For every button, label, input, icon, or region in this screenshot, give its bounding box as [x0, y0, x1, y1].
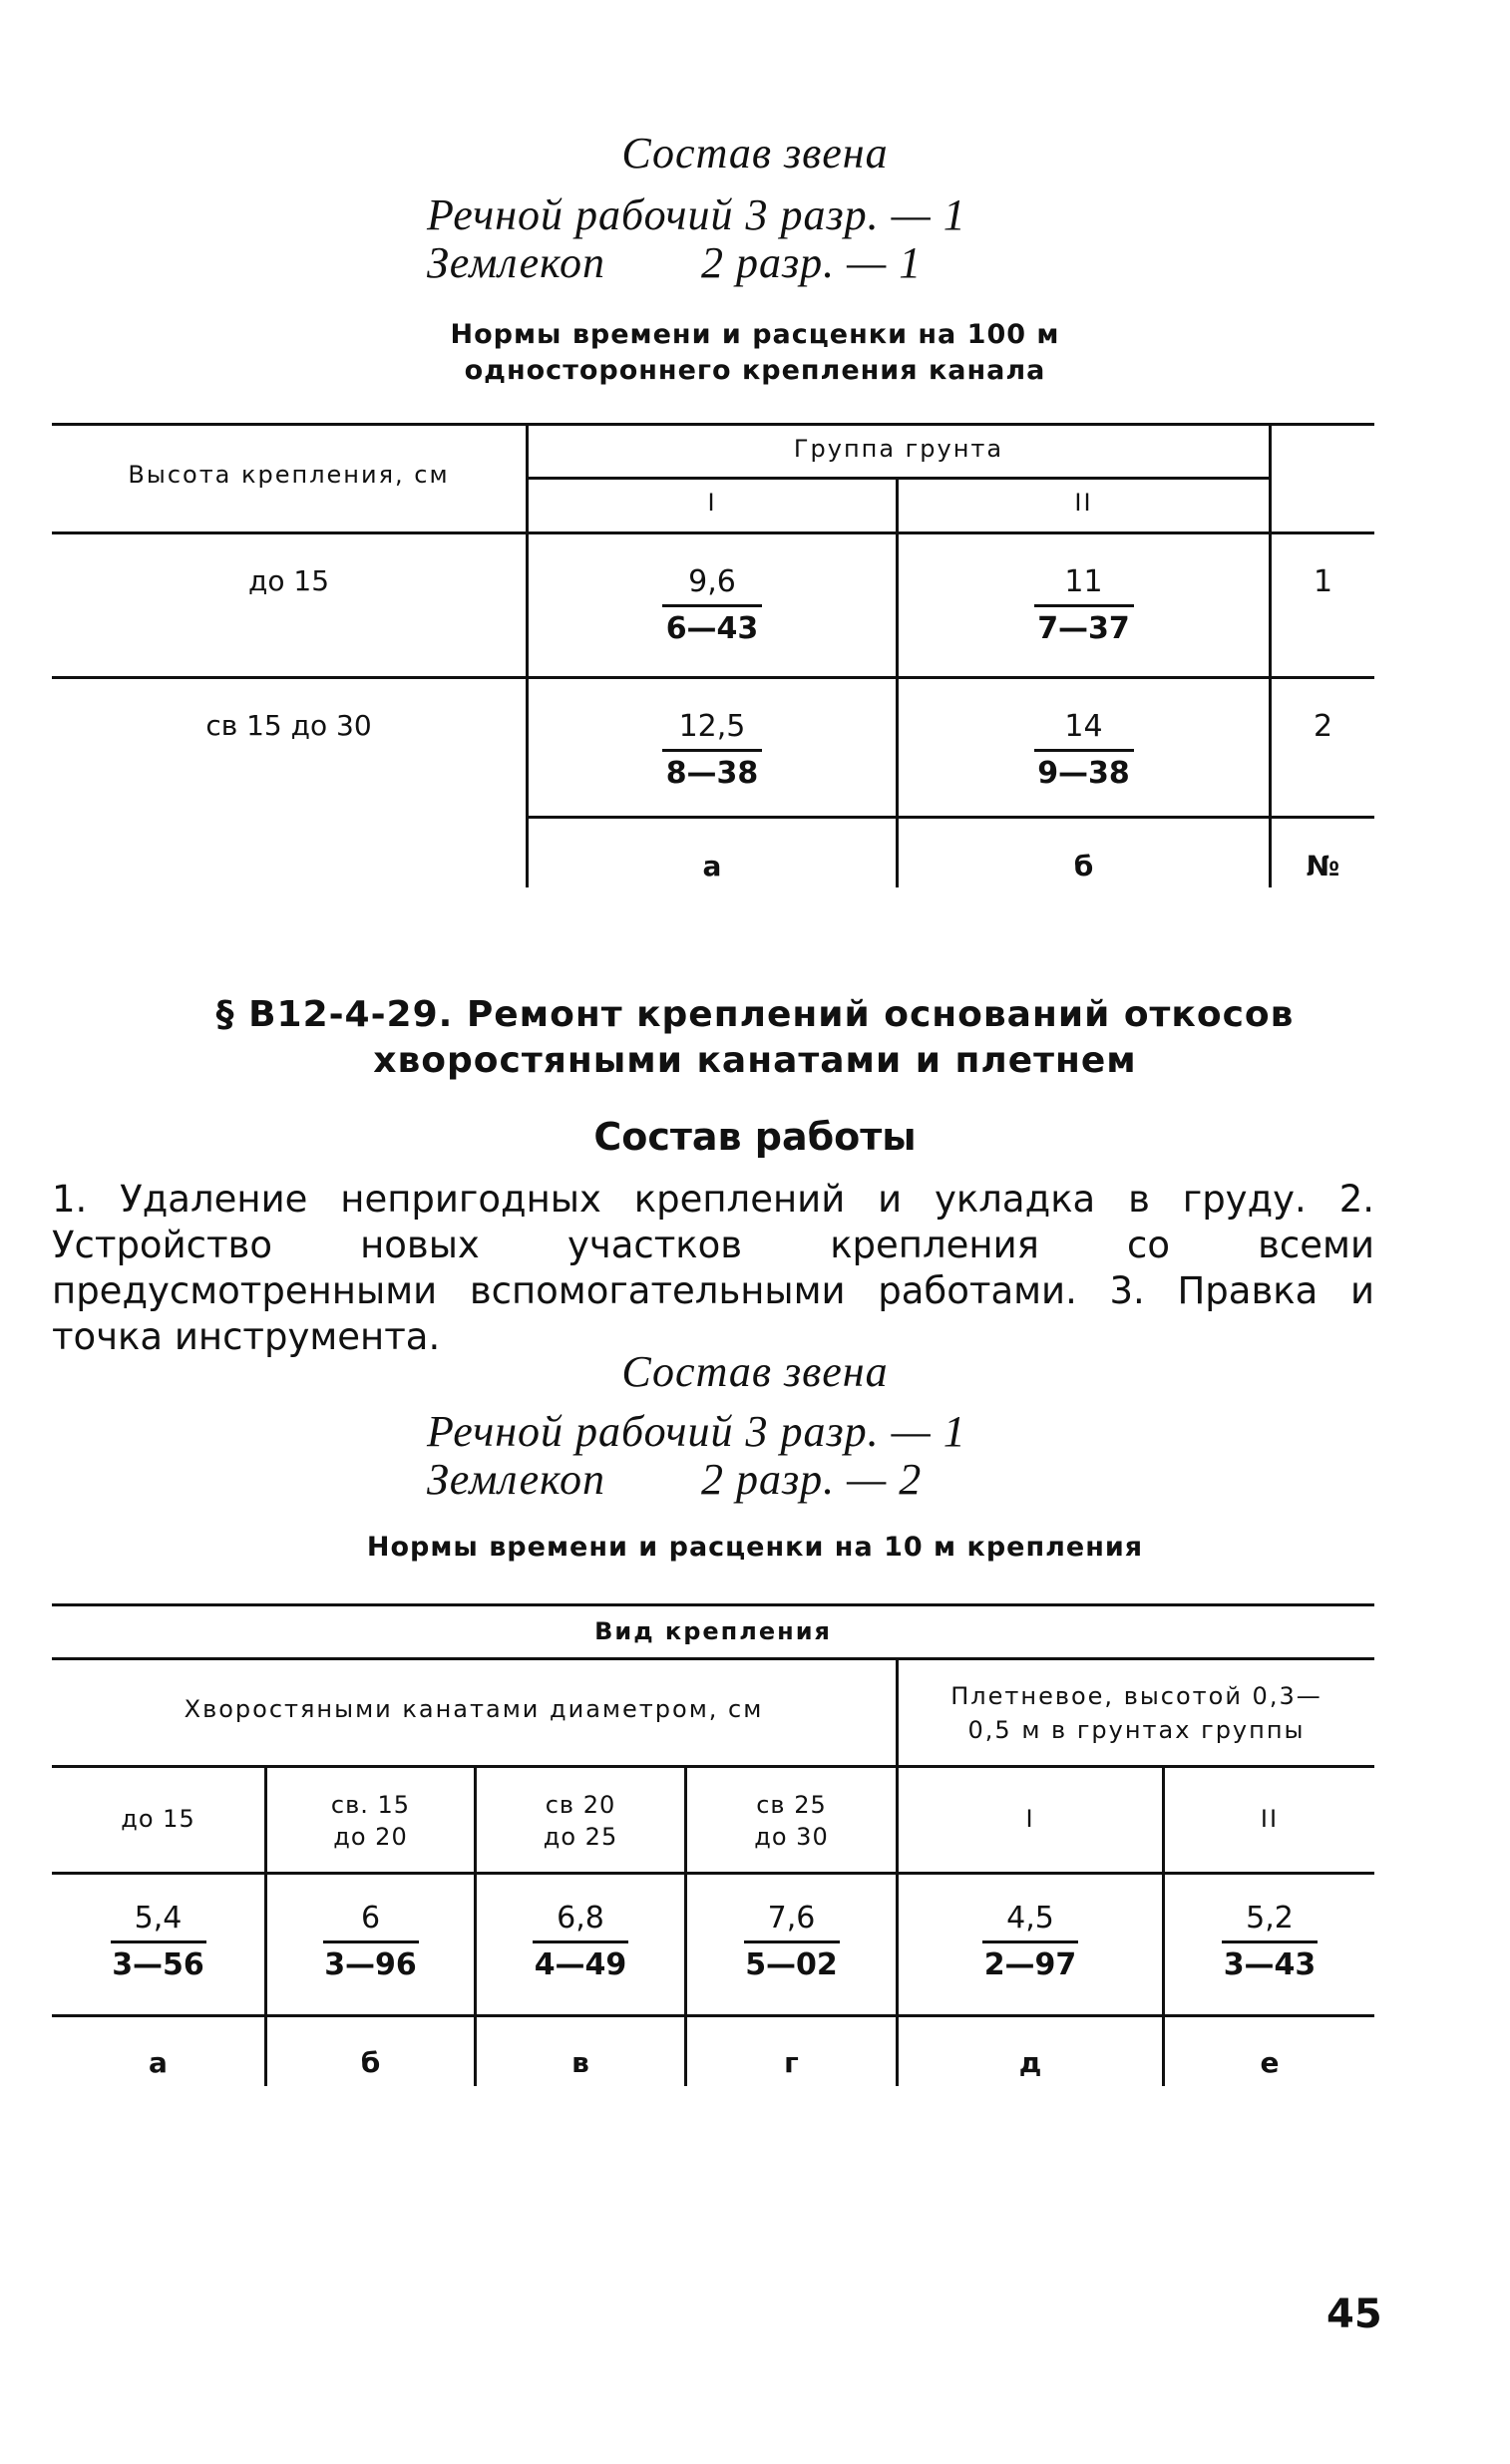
table2-col1-letter: а — [149, 2046, 168, 2079]
table2-col5-letter: д — [1018, 2046, 1042, 2079]
table1-row2-a-norm: 12,5 — [678, 709, 746, 744]
table1-top-rule — [52, 423, 1374, 426]
table1-row1-b-rate: 7—37 — [1037, 611, 1130, 646]
table1-row1-no: 1 — [1313, 564, 1333, 599]
table2-col5-header: I — [1025, 1805, 1035, 1833]
table1-row2-b — [899, 707, 1269, 794]
table2-col1-value — [52, 1899, 264, 1985]
table1-row2-b-rate: 9—38 — [1037, 756, 1130, 791]
table2-col2-norm: 6 — [360, 1901, 381, 1936]
table2-col3-value — [477, 1899, 684, 1985]
table2-header-rule — [52, 1872, 1374, 1875]
table2-data-rule — [52, 2014, 1374, 2017]
table2-group-rule — [52, 1765, 1374, 1768]
table1-vline-3 — [1269, 423, 1272, 887]
table2-col5-norm: 4,5 — [1006, 1901, 1054, 1936]
fraction-bar — [662, 604, 762, 607]
table1-row2-a — [529, 707, 896, 794]
table2-kind-header: Вид крепления — [594, 1617, 832, 1645]
table1-row1-a-norm: 9,6 — [688, 564, 736, 599]
table2-col4-header — [687, 1789, 896, 1853]
crew2-line1: Речной рабочий 3 разр. — 1 — [427, 1407, 966, 1456]
crew1-line2: Землекоп 2 разр. — 1 — [427, 238, 923, 287]
table2-col6-norm: 5,2 — [1246, 1901, 1294, 1936]
table1-row2-b-norm: 14 — [1064, 709, 1103, 744]
fraction-bar — [533, 1940, 628, 1943]
fraction-bar — [1034, 604, 1134, 607]
table1-row1-a — [529, 562, 896, 649]
fraction-bar — [744, 1940, 840, 1943]
table1-row-rule — [52, 676, 1374, 679]
fraction-bar — [982, 1940, 1078, 1943]
table2-right-header-line2: 0,5 м в грунтах группы — [967, 1716, 1306, 1744]
table2-col2-header-line1: св. 15 — [330, 1791, 411, 1819]
table1-footer-a: а — [702, 850, 722, 882]
table2-col3-header-line2: до 25 — [543, 1823, 618, 1851]
page-number: 45 — [1326, 2291, 1382, 2337]
table1-row2-height: св 15 до 30 — [205, 709, 372, 742]
fraction-bar — [1034, 749, 1134, 752]
table1-row1-b-norm: 11 — [1064, 564, 1103, 599]
table2-col1-header: до 15 — [121, 1805, 195, 1833]
table2-kind-rule — [52, 1657, 1374, 1660]
table1-height-header: Высота крепления, см — [128, 461, 450, 489]
table2-col2-header — [267, 1789, 474, 1853]
table2-left-header: Хворостяными канатами диаметром, см — [184, 1695, 764, 1723]
crew2-line2: Землекоп 2 разр. — 2 — [427, 1455, 923, 1504]
section-title-line1: § В12-4-29. Ремонт креплений оснований откосов — [215, 994, 1295, 1035]
table1-group-II: II — [1074, 489, 1093, 517]
table2-col5-rate: 2—97 — [983, 1947, 1077, 1982]
table2-col2-value — [267, 1899, 474, 1985]
fraction-bar — [323, 1940, 419, 1943]
table2-right-header — [899, 1679, 1374, 1747]
work-composition-text: 1. Удаление непригодных креплений и укладка в груду. 2. Устройство новых участков крепления со всеми предусмотренными вспомогательными работами. 3. Правка и точка инструмента. — [52, 1178, 1374, 1358]
table2-col3-norm: 6,8 — [557, 1901, 604, 1936]
fraction-bar — [662, 749, 762, 752]
table1-header-rule — [52, 531, 1374, 534]
table2-col4-header-line2: до 30 — [754, 1823, 829, 1851]
table1-footer-no: № — [1306, 850, 1340, 882]
crew1-line1: Речной рабочий 3 разр. — 1 — [427, 190, 966, 239]
table1-vline-2 — [896, 477, 899, 887]
table2-col5-value — [899, 1899, 1162, 1985]
table2-col3-header-line1: св 20 — [545, 1791, 616, 1819]
table1-group-rule — [527, 477, 1271, 480]
table2-col2-letter: б — [360, 2046, 381, 2079]
table2-col4-letter: г — [784, 2046, 799, 2079]
section-title-line2: хворостяными канатами и плетнем — [373, 1040, 1137, 1081]
table2-col1-rate: 3—56 — [112, 1947, 204, 1982]
table2-col2-header-line2: до 20 — [333, 1823, 408, 1851]
table1-row1-b — [899, 562, 1269, 649]
fraction-bar — [111, 1940, 206, 1943]
table2-col4-norm: 7,6 — [767, 1901, 816, 1936]
table1-row2-no: 2 — [1313, 709, 1333, 744]
table2-col6-header: II — [1260, 1805, 1280, 1833]
crew2-title: Состав звена — [621, 1347, 889, 1396]
table1-row1-height: до 15 — [247, 564, 330, 597]
table2-top-rule — [52, 1603, 1374, 1606]
table2-col3-rate: 4—49 — [534, 1947, 627, 1982]
table2-col4-value — [687, 1899, 896, 1985]
table2-col2-rate: 3—96 — [324, 1947, 417, 1982]
table2-title: Нормы времени и расценки на 10 м крепления — [366, 1532, 1144, 1563]
table2-col6-value — [1165, 1899, 1374, 1985]
table1-group-I: I — [707, 489, 717, 517]
fraction-bar — [1222, 1940, 1318, 1943]
table2-col6-rate: 3—43 — [1223, 1947, 1317, 1982]
table1-row2-a-rate: 8—38 — [665, 756, 759, 791]
table1-group-header: Группа грунта — [793, 435, 1004, 463]
table2-col6-letter: е — [1260, 2046, 1280, 2079]
table2-col4-header-line1: св 25 — [756, 1791, 827, 1819]
table1-title-line2: одностороннего крепления канала — [464, 355, 1046, 386]
table2-col1-norm: 5,4 — [134, 1901, 183, 1936]
crew1-title: Состав звена — [621, 129, 889, 177]
table2-col3-header — [477, 1789, 684, 1853]
table1-title-line1: Нормы времени и расценки на 100 м — [450, 319, 1060, 350]
table2-right-header-line1: Плетневое, высотой 0,3— — [950, 1682, 1322, 1710]
table1-row1-a-rate: 6—43 — [665, 611, 759, 646]
table1-footer-b: б — [1073, 850, 1094, 882]
table2-col3-letter: в — [571, 2046, 589, 2079]
table1-footer-rule — [527, 816, 1374, 819]
work-composition-title: Состав работы — [593, 1115, 917, 1159]
table2-col4-rate: 5—02 — [745, 1947, 838, 1982]
